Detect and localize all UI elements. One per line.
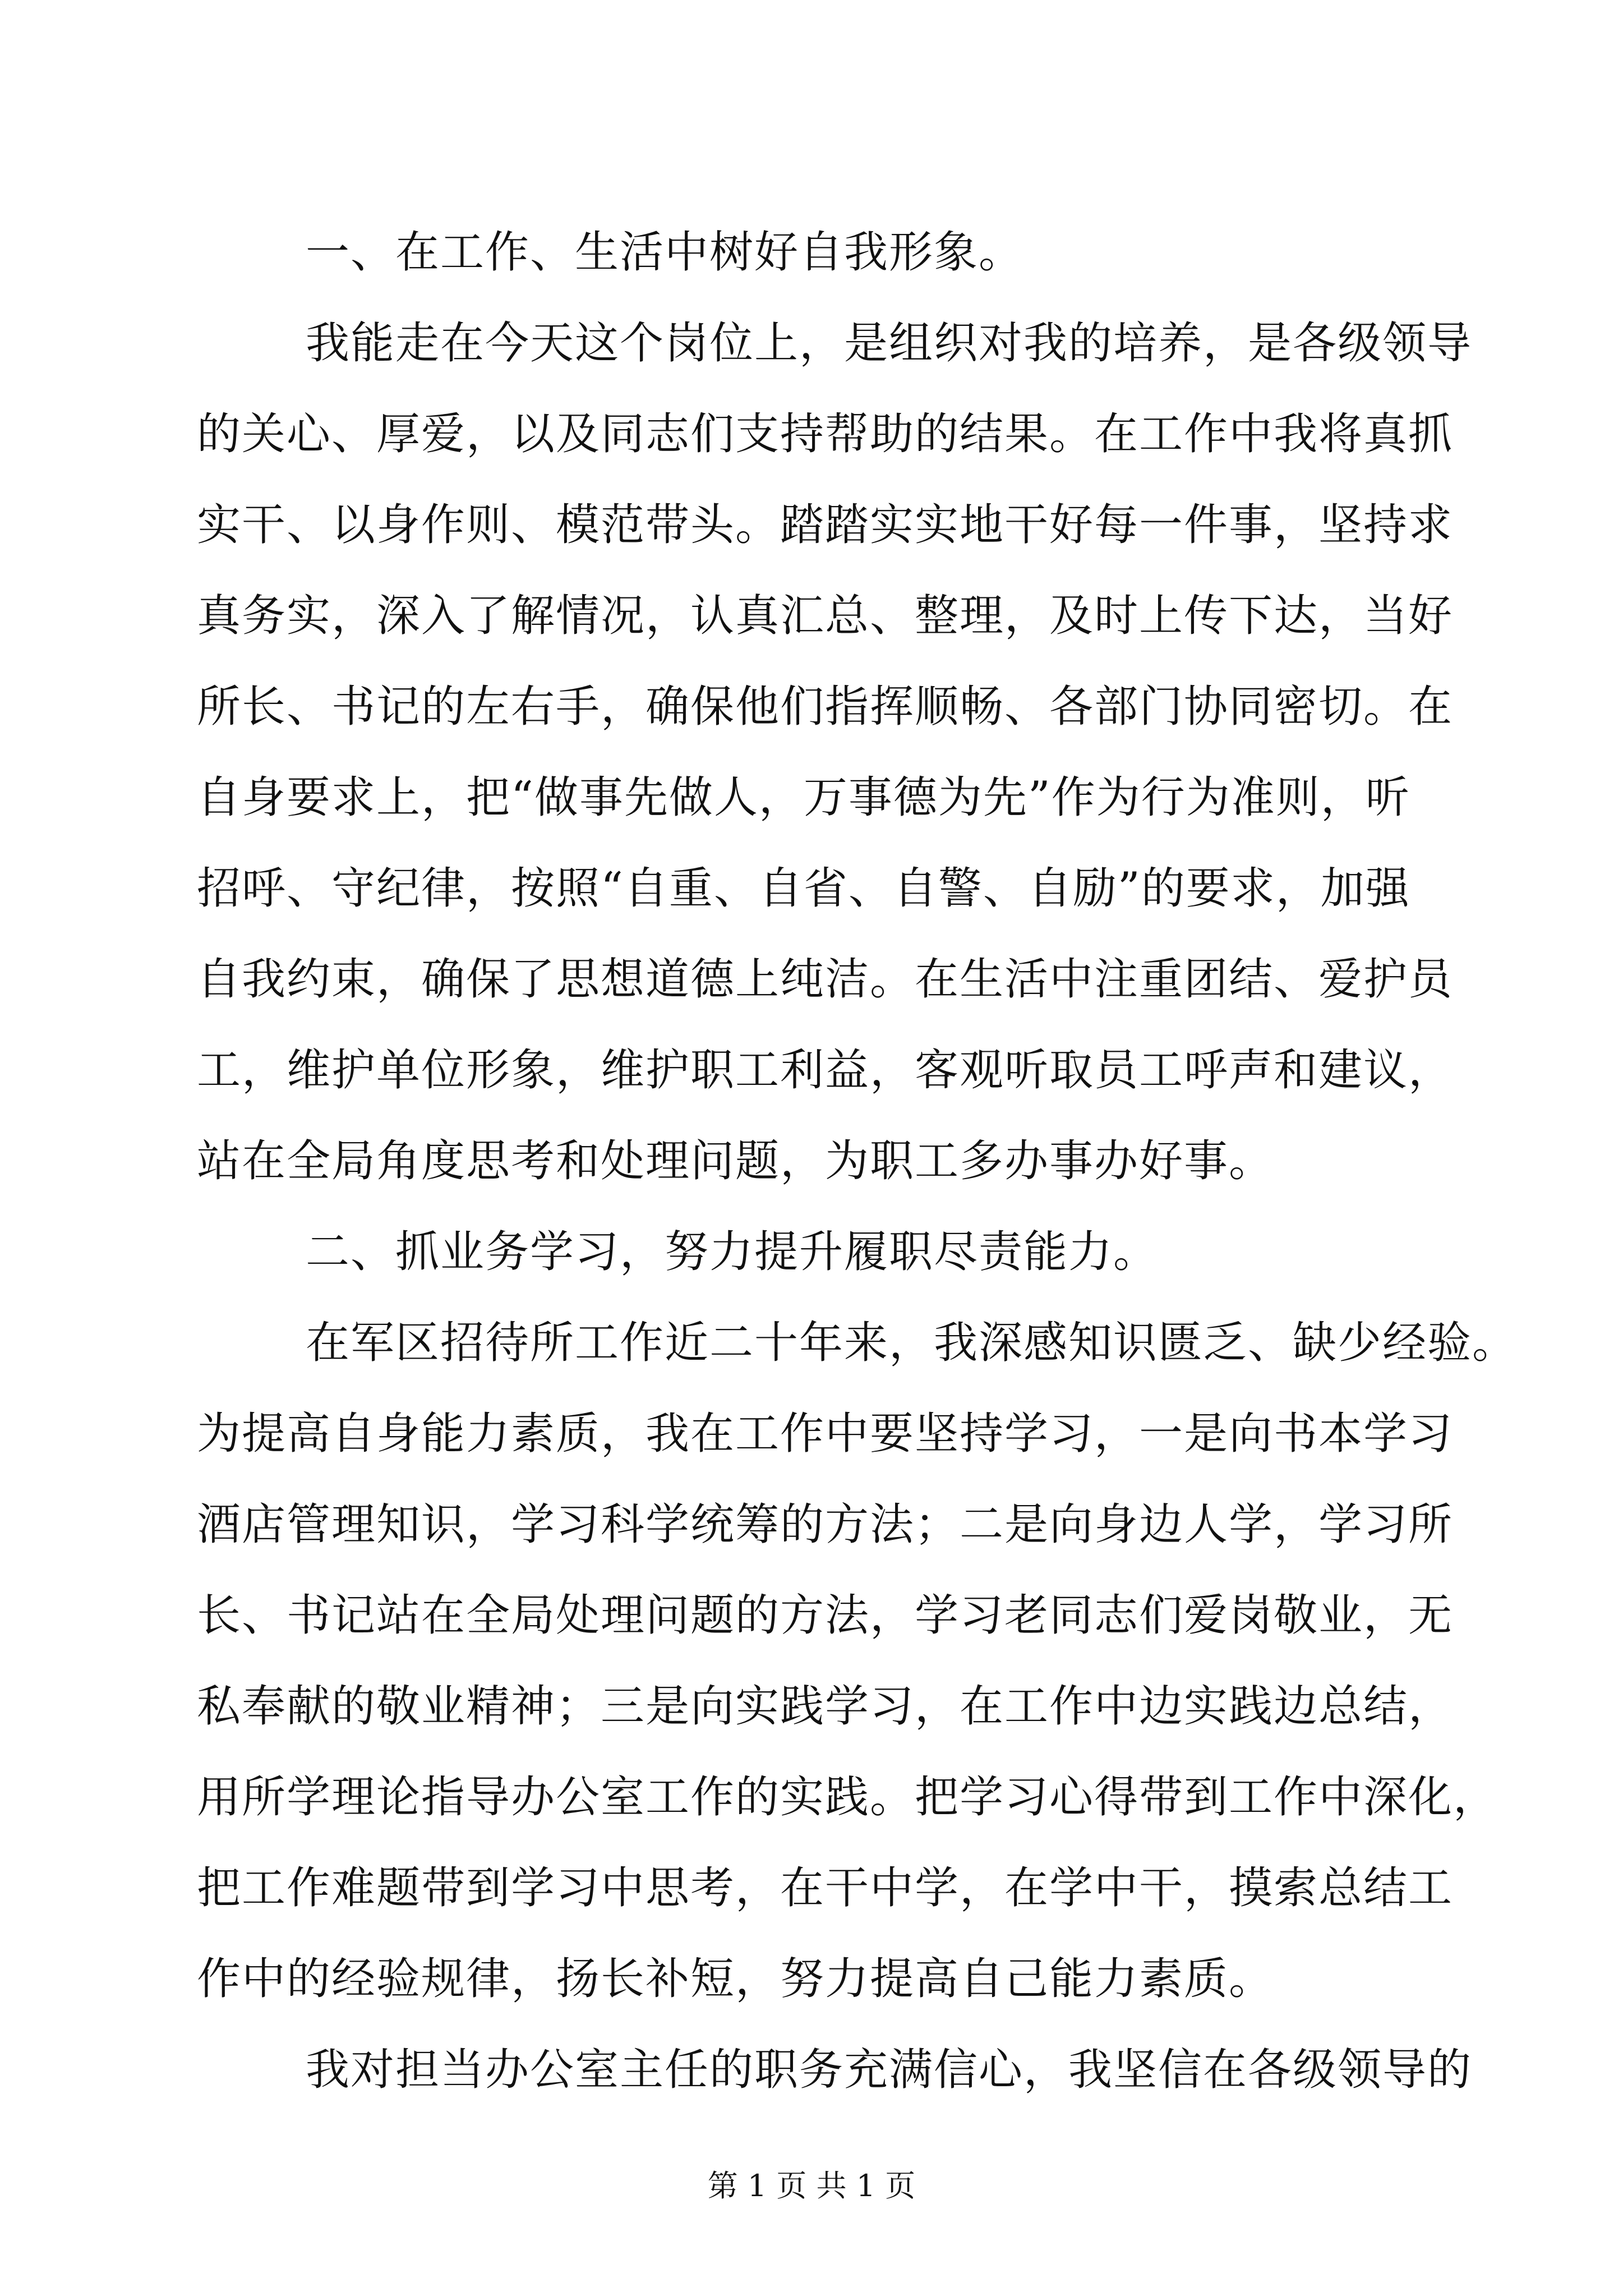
paragraph-line: 的关心、厚爱，以及同志们支持帮助的结果。在工作中我将真抓 <box>197 409 1454 459</box>
paragraph-line: 站在全局角度思考和处理问题，为职工多办事办好事。 <box>197 1136 1274 1186</box>
paragraph-line: 我对担当办公室主任的职务充满信心，我坚信在各级领导的 <box>306 2045 1473 2095</box>
paragraph-line: 自我约束，确保了思想道德上纯洁。在生活中注重团结、爱护员 <box>197 954 1454 1005</box>
heading-section-2: 二、抓业务学习，努力提升履职尽责能力。 <box>306 1227 1159 1277</box>
paragraph-line: 为提高自身能力素质，我在工作中要坚持学习，一是向书本学习 <box>197 1409 1454 1459</box>
paragraph-line: 酒店管理知识，学习科学统筹的方法；二是向身边人学，学习所 <box>197 1499 1454 1550</box>
paragraph-line: 作中的经验规律，扬长补短，努力提高自己能力素质。 <box>197 1954 1274 2004</box>
paragraph-line: 在军区招待所工作近二十年来，我深感知识匮乏、缺少经验。 <box>306 1318 1518 1368</box>
paragraph-line: 工，维护单位形象，维护职工利益，客观听取员工呼声和建议， <box>197 1045 1454 1096</box>
paragraph-line: 长、书记站在全局处理问题的方法，学习老同志们爱岗敬业，无 <box>197 1590 1454 1641</box>
paragraph-line: 真务实，深入了解情况，认真汇总、整理，及时上传下达，当好 <box>197 591 1454 641</box>
paragraph-line: 私奉献的敬业精神；三是向实践学习，在工作中边实践边总结， <box>197 1681 1454 1732</box>
paragraph-line: 招呼、守纪律，按照“自重、自省、自警、自励”的要求，加强 <box>197 863 1410 914</box>
paragraph-line: 所长、书记的左右手，确保他们指挥顺畅、各部门协同密切。在 <box>197 682 1454 732</box>
paragraph-line: 实干、以身作则、模范带头。踏踏实实地干好每一件事，坚持求 <box>197 500 1454 550</box>
page-footer: 第 1 页 共 1 页 <box>707 2168 916 2203</box>
paragraph-line: 用所学理论指导办公室工作的实践。把学习心得带到工作中深化， <box>197 1772 1498 1823</box>
paragraph-line: 自身要求上，把“做事先做人，万事德为先”作为行为准则，听 <box>197 772 1410 823</box>
paragraph-line: 我能走在今天这个岗位上，是组织对我的培养，是各级领导 <box>306 318 1473 369</box>
paragraph-line: 把工作难题带到学习中思考，在干中学，在学中干，摸索总结工 <box>197 1863 1454 1913</box>
heading-section-1: 一、在工作、生活中树好自我形象。 <box>306 227 1024 278</box>
